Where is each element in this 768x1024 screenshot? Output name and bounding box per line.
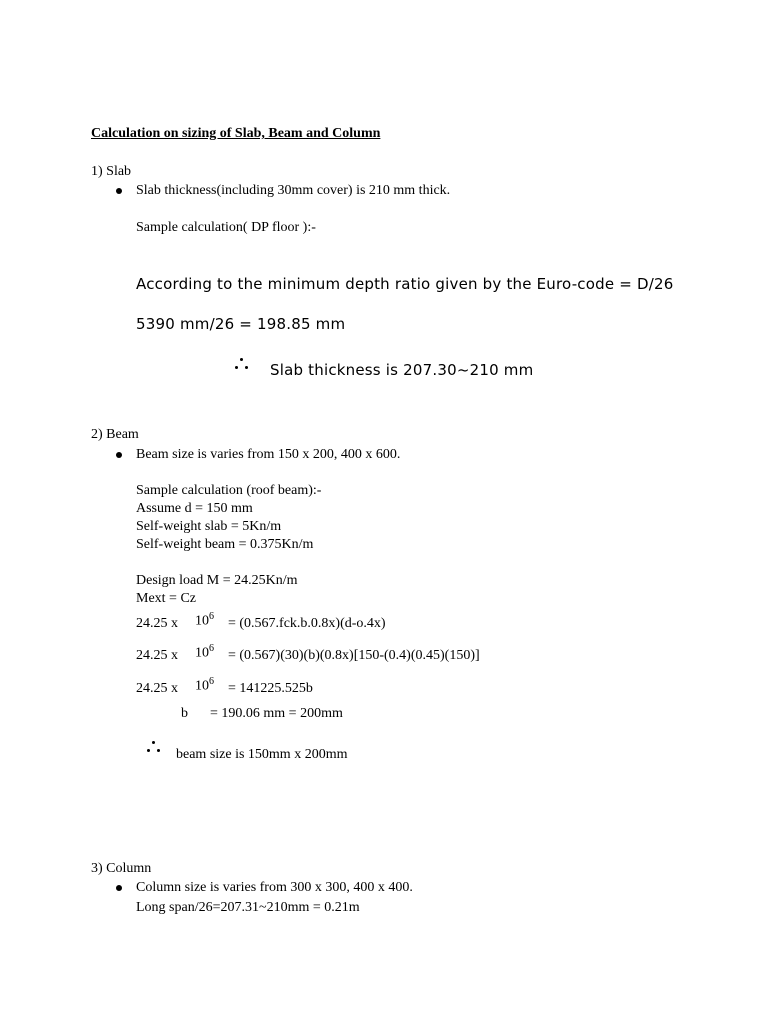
beam-bullet-text: Beam size is varies from 150 x 200, 400 x 600. (136, 447, 401, 462)
beam-b-value: = 190.06 mm = 200mm (210, 706, 343, 721)
slab-depth-ratio-rule: According to the minimum depth ratio given by the Euro-code = D/26 (136, 275, 674, 293)
therefore-icon (235, 358, 249, 370)
power-exponent: 6 (209, 611, 214, 622)
slab-bullet-dot (116, 188, 122, 194)
column-bullet-text: Column size is varies from 300 x 300, 400 x 400. (136, 880, 413, 895)
beam-self-weight-slab: Self-weight slab = 5Kn/m (136, 519, 282, 534)
column-heading: 3) Column (91, 861, 152, 876)
slab-sample-calculation: Sample calculation( DP floor ):- (136, 220, 316, 235)
equation-3-power (195, 677, 214, 694)
equation-3-lhs: 24.25 x (136, 681, 178, 696)
slab-bullet-text: Slab thickness(including 30mm cover) is 210 mm thick. (136, 183, 451, 198)
power-exponent: 6 (209, 643, 214, 654)
equation-3-rhs: = 141225.525b (228, 681, 313, 696)
beam-b-label: b (181, 706, 188, 721)
power-base: 10 (195, 613, 209, 629)
beam-assume-depth: Assume d = 150 mm (136, 501, 253, 516)
slab-depth-calculation: 5390 mm/26 = 198.85 mm (136, 315, 346, 333)
column-long-span: Long span/26=207.31~210mm = 0.21m (136, 900, 360, 915)
slab-heading: 1) Slab (91, 164, 132, 179)
equation-1-rhs: = (0.567.fck.b.0.8x)(d-o.4x) (228, 616, 386, 631)
power-base: 10 (195, 678, 209, 694)
slab-thickness-conclusion: Slab thickness is 207.30~210 mm (270, 361, 534, 379)
column-bullet-dot (116, 885, 122, 891)
equation-1-lhs: 24.25 x (136, 616, 178, 631)
equation-2-power (195, 644, 214, 661)
beam-self-weight-beam: Self-weight beam = 0.375Kn/m (136, 537, 314, 552)
power-base: 10 (195, 645, 209, 661)
beam-mext: Mext = Cz (136, 591, 196, 606)
beam-design-load: Design load M = 24.25Kn/m (136, 573, 298, 588)
document-title: Calculation on sizing of Slab, Beam and Column (91, 126, 381, 141)
equation-2-rhs: = (0.567)(30)(b)(0.8x)[150-(0.4)(0.45)(150)] (228, 648, 480, 663)
beam-sample-calculation: Sample calculation (roof beam):- (136, 483, 322, 498)
therefore-icon (147, 741, 161, 753)
power-exponent: 6 (209, 676, 214, 687)
beam-bullet-dot (116, 452, 122, 458)
equation-1-power (195, 612, 214, 629)
beam-heading: 2) Beam (91, 427, 139, 442)
beam-size-conclusion: beam size is 150mm x 200mm (176, 747, 348, 762)
equation-2-lhs: 24.25 x (136, 648, 178, 663)
